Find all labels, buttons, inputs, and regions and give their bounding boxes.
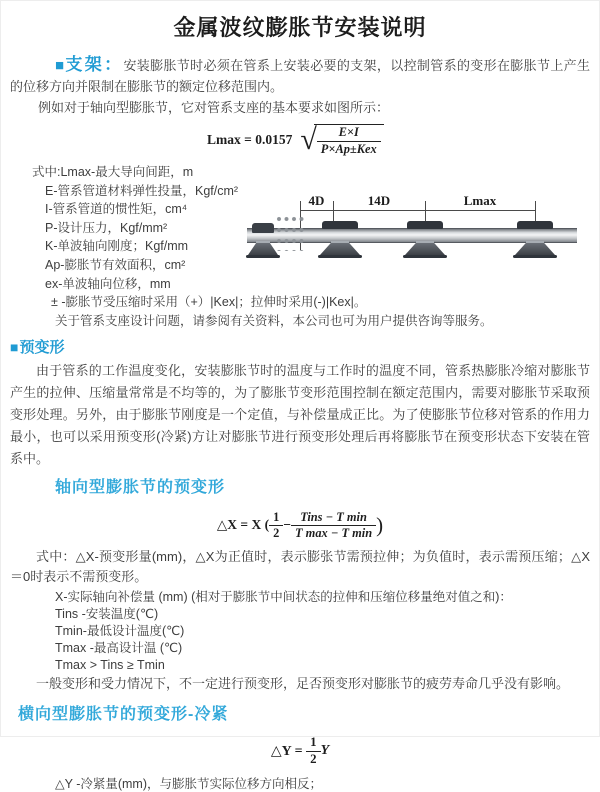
guide-support-icon [403,221,447,259]
support-example-line: 例如对于轴向型膨胀节，它对管系支座的基本要求如图所示： [38,100,390,115]
support-clamp [322,221,358,229]
support-section [10,54,590,118]
support-clamp [252,223,274,233]
support-clamp [407,221,443,229]
lmax-formula [207,122,590,158]
minus-sign: − [283,517,291,533]
radical-sign: √ [300,123,317,157]
pre-deform-paragraph: 由于管系的工作温度变化，安装膨胀节时的温度与工作时的温度不同，管系热膨胀冷缩对膨胀节产生的拉伸、压缩量常常是不均等的，为了膨胀节变形范围控制在额定范围内，需要对膨胀节采取预变形处理。另外，由于膨胀节刚度是一个定值，与补偿量成正比。为了使膨胀节位移对管系的作用力最小，也可以采用预变形(冷紧)方让对膨胀节进行预变形处理后再将膨胀节在预变形状态下安装在管系中。 [10,363,590,467]
temperature-fraction [291,511,376,540]
list-item: K-单波轴向刚度；Kgf/mm [45,239,189,254]
list-item: Ap-膨胀节有效面积，cm² [45,257,186,272]
list-item: I-管系管道的惯性矩，cm⁴ [45,202,188,217]
half-numerator: 1 [269,511,283,526]
lmax-fraction-numerator: E×I [317,126,381,141]
temperature-fraction-numerator: Tins − T min [291,511,376,526]
axial-explain-paragraph: 式中：△X-预变形量(mm)，△X为正值时，表示膨张节需预拉伸；为负值时，表示需预压缩；△X＝0时表示不需预变形。 [10,549,590,585]
lateral-subsection-heading: 横向型膨胀节的预变形-冷紧 [18,706,229,724]
dimension-label-lmax: Lmax [463,193,497,208]
support-base [405,243,445,255]
lateral-definition-line: △Y -冷紧量(mm)，与膨胀节实际位移方向相反； [55,777,323,792]
list-item: P-设计压力，Kgf/mm² [45,220,168,235]
lateral-formula-rhs: Y [320,743,330,759]
list-item: ex-单波轴向位移，mm [45,276,171,291]
half-numerator: 1 [306,736,320,752]
lateral-formula [10,735,590,767]
axial-subsection-heading: 轴向型膨胀节的预变形 [55,479,226,497]
temperature-fraction-denominator: T max − T min [295,525,373,540]
dimension-line [300,210,535,211]
half-fraction [269,511,283,540]
support-foot [318,255,362,258]
list-item: 式中:Lmax-最大导向间距，m [32,165,194,179]
support-foot [403,255,447,258]
page-title: 金属波纹膨胀节安装说明 [173,15,427,40]
support-base [515,243,555,255]
guide-support-icon [513,221,557,259]
anchor-support-icon [248,221,278,259]
close-paren: ) [376,512,384,537]
half-denominator: 2 [310,751,317,766]
support-base [248,243,278,255]
list-item: Tins -安装温度(℃) [55,607,159,622]
axial-formula [10,506,590,544]
support-clamp [517,221,553,229]
half-denominator: 2 [273,525,280,540]
list-item: Tmax -最高设计温 (℃) [55,641,183,656]
list-item: 关于管系支座设计问题，请参阅有关资料，本公司也可为用户提供咨询等服务。 [55,313,493,328]
guide-support-icon [318,221,362,259]
pre-deform-heading-text: 预变形 [19,339,65,357]
list-item: Tmin-最低设计温度(℃) [55,624,185,639]
axial-formula-lhs: △X = X ( [216,517,270,533]
blue-square-icon: ■ [55,57,65,74]
support-section-heading: 支架： [65,55,124,74]
support-foot [246,255,280,258]
blue-square-icon: ■ [10,339,19,356]
dimension-label-4d: 4D [308,193,325,208]
support-intro-text: 安装膨胀节时必须在管系上安装必要的支架，以控制管系的变形在膨胀节上产生的位移方向并限制在膨胀节的额定位移范围内。 [10,58,590,94]
lmax-formula-lhs: Lmax = 0.0157 [207,132,293,147]
sqrt-body [314,124,384,155]
dimension-label-14d: 14D [367,193,391,208]
list-item: E-管系管道材料弹性投量，Kgf/cm² [45,183,239,198]
support-intro-paragraph [10,54,590,97]
lmax-fraction [317,126,381,155]
lateral-formula-lhs: △Y = [270,743,303,759]
axial-definitions-list [10,589,590,674]
pipe-support-diagram [245,192,595,292]
pre-deform-section-heading [10,336,590,357]
half-fraction [306,736,320,766]
axial-note-line: 一般变形和受力情况下，不一定进行预变形，足否预变形对膨胀节的疲劳寿命几乎没有影响。 [36,676,570,692]
lmax-fraction-denominator: P×Ap±Kex [320,141,377,156]
sqrt-expression [300,124,383,155]
list-item: X-实际轴向补偿量 (mm) (相对于膨胀节中间状态的拉伸和压缩位移量绝对值之和)： [55,590,512,605]
list-item: Tmax > Tins ≥ Tmin [55,658,165,673]
support-foot [513,255,557,258]
list-item: ± -膨胀节受压缩时采用（+）|Kex|；拉伸时采用(-)|Kex|。 [51,295,367,310]
bellows-icon [276,216,307,251]
support-base [320,243,360,255]
